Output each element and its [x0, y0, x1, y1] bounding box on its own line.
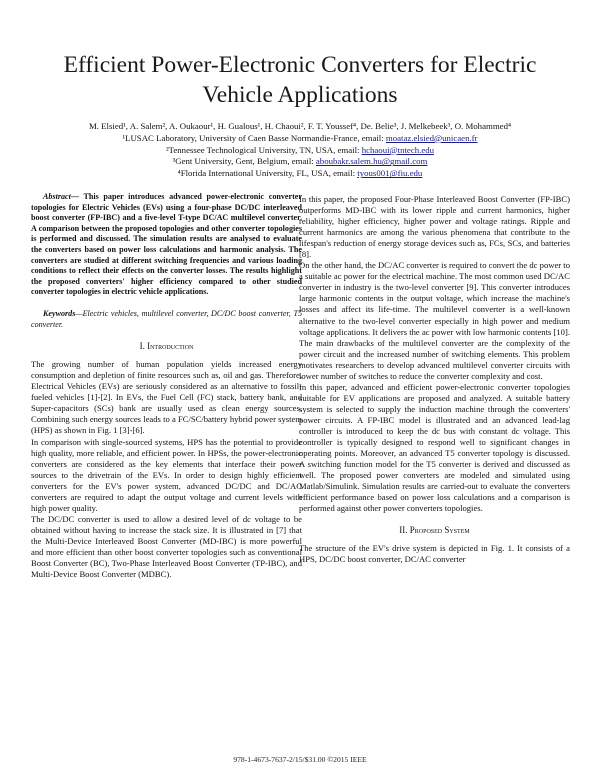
affiliation-4 — [20, 168, 580, 180]
email-link-1[interactable]: moataz.elsied@unicaen.fr — [385, 132, 478, 143]
paragraph: In comparison with single-sourced systems, HPS has the potential to provide high quality, more reliable, and efficient power. In HPSs, the power-electronic converters are considered as the key elements that interface their power sources to the drivetrain of the EVs. In order to design highly efficient converters for the EV's power system, advanced DC/DC and DC/AC converters are required to adapt the output voltage and current levels with high power quality. — [31, 436, 302, 513]
keywords-text: —Electric vehicles, multilevel converter, DC/DC boost converter, T5 converter. — [31, 308, 302, 329]
author-block — [20, 121, 580, 180]
author-list: M. Elsied¹, A. Salem², A. Oukaour¹, H. Gualous¹, H. Chaoui², F. T. Youssef⁴, De. Belie³, J. Melkebeek³, O. Mohammed⁴ — [88, 121, 512, 131]
affiliation-2 — [20, 145, 580, 157]
email-link-4[interactable]: tyous001@fiu.edu — [357, 168, 423, 179]
paragraph: On the other hand, the DC/AC converter is required to convert the dc power to a suitable ac power for the electrical machine. The most common used DC/AC converter in industry is the two-level converter [9]. This converter introduces large harmonic contents in the output voltage, which increase the machine's losses and affect its life-time. The multilevel converter is a well-known alternative to the two-level converter especially in high power and medium voltage applications. It delivers the ac power with low harmonic contents [10]. The main drawbacks of the multilevel converter are the complexity of the power circuit and the increased number of switching elements. This problem motivates researchers to develop advanced multilevel converter circuits with lower number of switches to reduce the converter complexity and cost. — [299, 260, 570, 381]
affiliation-1-text: ¹LUSAC Laboratory, University of Caen Basse Normandie-France, email: — [122, 132, 386, 143]
left-column — [31, 192, 302, 580]
affiliation-4-text: ⁴Florida International University, FL, USA, email: — [177, 168, 358, 179]
right-column — [299, 194, 570, 566]
email-link-2[interactable]: hchaoui@tntech.edu — [361, 144, 435, 155]
keywords-lead: Keywords — [43, 308, 76, 318]
section-heading-introduction: I. Introduction — [139, 341, 194, 352]
affiliation-3 — [20, 156, 580, 168]
paragraph: In this paper, advanced and efficient power-electronic converter topologies suitable for EV applications are proposed and analyzed. A suitable battery system is selected to supply the induction machine through the converters' power circuits. A FP-IBC model is illustrated and an advanced lead-lag controller is introduced to keep the dc bus with constant dc voltage. This controller is typically designed to respond well to significant changes in operating points. Moreover, an advanced T5 converter topology is discussed. A switching function model for the T5 converter is derived and discussed as well. The proposed power converters are modeled and simulated using Matlab/Simulink. Simulation results are carried-out to evaluate the converters efficient performance based on power loss calculations and a comparison is performed against other power converters topologies. — [299, 381, 570, 514]
paragraph: The DC/DC converter is used to allow a desired level of dc voltage to be obtained without having to increase the stack size. It is illustrated in [7] that the Multi-Device Interleaved Boost Converter (MD-IBC) is more powerful and more efficient than other boost converter topologies such as conventional Boost Converter (BC), Two-Phase Interleaved Boost Converter (TP-IBC), and Multi-Device Boost Converter (MDBC). — [31, 513, 302, 580]
abstract-lead: Abstract— — [43, 192, 79, 201]
keywords — [31, 309, 302, 330]
paragraph: The growing number of human population yields increased energy consumption and depletion of finite resources such as, oil and gas. Therefore, Electrical Vehicles (EVs) are seriously considered as an alternative to fossil-fueled vehicles [1]-[2]. In EVs, the Fuel Cell (FC) stack, battery bank, and Super-capacitors (SCs) bank are usually used as clean energy sources. Combining such energy sources leads to a FC/SC/battery hybrid power system (HPS) as shown in Fig. 1 [3]-[6]. — [31, 359, 302, 436]
paragraph: In this paper, the proposed Four-Phase Interleaved Boost Converter (FP-IBC) outperforms MD-IBC with its lower ripple and current harmonics, higher reliability, higher efficiency, higher power and voltage ratings. Ripple and current harmonics are among the various phenomena that contribute to the lifespan's reduction of energy storage devices such as, FCs, SCs, and batteries [8]. — [299, 194, 570, 260]
abstract — [31, 192, 302, 298]
paper-title: Efficient Power-Electronic Converters for Electric Vehicle Applications — [63, 52, 537, 108]
abstract-text: This paper introduces advanced power-electronic converter topologies for Electric Vehicles (EVs) using a four-phase DC/DC interleaved boost converter (FP-IBC) and a five-level T-type DC/AC multilevel converter. A comparison between the proposed topologies and other converter topologies is performed and discussed. The simulation results are analysed to evaluate the converters based on power loss calculations and harmonic analysis. The converters are studied at different switching frequencies and various loading conditions to reflect their effects on the converter losses. The results highlight the proposed converters' higher efficiency compared to other studied converter topologies in electric vehicle applications. — [31, 192, 302, 297]
section-heading-proposed-system: II. Proposed System — [399, 525, 470, 536]
email-link-3[interactable]: aboubakr.salem.hu@gmail.com — [315, 156, 428, 167]
affiliation-3-text: ³Gent University, Gent, Belgium, email: — [172, 156, 316, 167]
copyright-footer: 978-1-4673-7637-2/15/$31.00 ©2015 IEEE — [233, 755, 367, 764]
paragraph: The structure of the EV's drive system is depicted in Fig. 1. It consists of a HPS, DC/DC boost converter, DC/AC converter — [299, 543, 570, 565]
affiliation-1 — [20, 133, 580, 145]
affiliation-2-text: ²Tennessee Technological University, TN, USA, email: — [165, 144, 362, 155]
